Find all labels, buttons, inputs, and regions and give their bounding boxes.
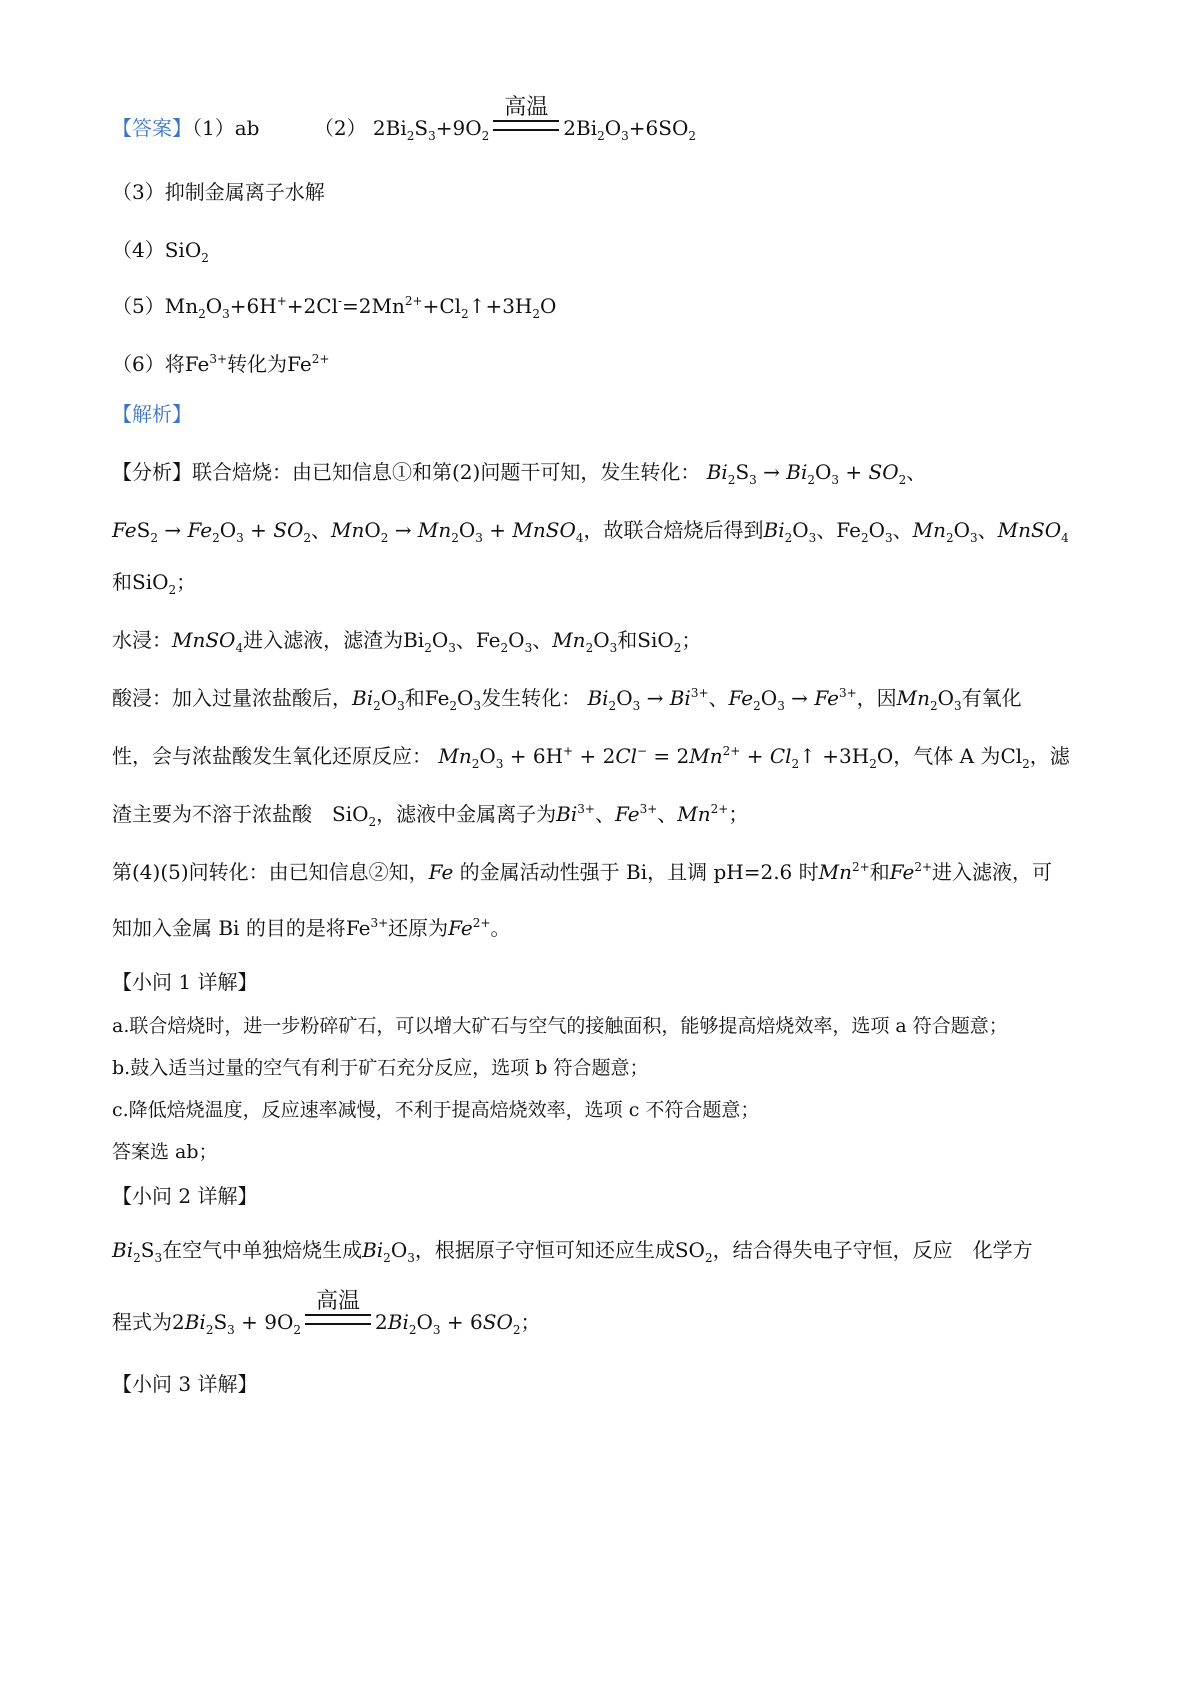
- analysis-line-9: 知加入金属 Bi 的目的是将$Fe^{3+}$还原为$Fe^{2+}$。: [112, 916, 511, 940]
- analysis-line-8-text-2: 的金属活动性强于: [459, 860, 620, 884]
- analysis-label: 【解析】: [112, 402, 192, 426]
- analysis-line-9-text-3: 还原为: [388, 916, 449, 940]
- sub2-line-2: 程式为$2Bi_2S_3 + 9O_2$ 高温 $2Bi_2O_3 + 6SO_2$；: [112, 1289, 541, 1337]
- q5-equation: $Mn_2O_3+6H^++2Cl^-=2Mn^{2+}+Cl_2↑+3H_2O$: [164, 294, 557, 321]
- answer-line-5: [112, 292, 1104, 320]
- sub1-option-a: a.联合焙烧时，进一步粉碎矿石，可以增大矿石与空气的接触面积，能够提高焙烧效率，选项 a 符合题意；: [112, 1015, 1008, 1037]
- q2-number: （2）: [313, 116, 367, 140]
- answer-line-4: [112, 236, 1104, 264]
- analysis-line-3: 和SiO$_2$；: [112, 570, 197, 597]
- suanjin-text-3: 发生转化：: [481, 686, 582, 710]
- analysis-line-6-text-1: 性，会与浓盐酸发生氧化还原反应：: [112, 744, 432, 768]
- condition-high-temp: 高温: [504, 95, 549, 120]
- shuijin-text-1: 进入滤液，滤渣为: [243, 628, 404, 652]
- analysis-line-3-text: 和: [112, 570, 132, 594]
- answer-label: 【答案】: [112, 116, 192, 140]
- analysis-line-1: 【分析】联合焙烧：由已知信息①和第(2)问题干可知，发生转化： $Bi_2S_3 \to Bi_2O_3 + SO_2$、: [112, 460, 927, 487]
- sub1-option-c: c.降低焙烧温度，反应速率减慢，不利于提高焙烧效率，选项 c 不符合题意；: [112, 1099, 760, 1121]
- sub2-text-2: ，根据原子守恒可知还应生成: [414, 1238, 675, 1262]
- sub1-option-b: b.鼓入适当过量的空气有利于矿石充分反应，选项 b 符合题意；: [112, 1057, 649, 1079]
- q3-number: （3）: [112, 180, 165, 204]
- analysis-line-2: $FeS_2 \to Fe_2O_3 + SO_2$、$MnO_2 \to Mn_2O_3$ + MnSO$_4$，故联合焙烧后得到$Bi_2O_3$、$Fe_2O_3$、$Mn_2O_3$、MnSO$_4$: [112, 518, 1069, 545]
- suanjin-text-2: 和: [404, 686, 425, 710]
- q4-answer: SiO$_2$: [164, 238, 209, 265]
- q6-text-mid: 转化为: [227, 352, 288, 376]
- analysis-line-7-text-2: ，滤液中金属离子为: [376, 802, 557, 826]
- q5-number: （5）: [112, 294, 165, 318]
- analysis-line-8-text-1: 第(4)(5)问转化：由已知信息②知，: [112, 860, 429, 884]
- sub3-label: 【小问 3 详解】: [112, 1372, 258, 1396]
- suanjin-text-4: ，因: [856, 686, 897, 710]
- suanjin-text-1: 加入过量浓盐酸后，: [172, 686, 352, 710]
- sub2-line-1: $Bi_2S_3$在空气中单独焙烧生成$Bi_2O_3$，根据原子守恒可知还应生成$SO_2$，结合得失电子守恒，反应 化学方: [112, 1238, 1033, 1265]
- analysis-line-8: 第(4)(5)问转化：由已知信息②知，Fe 的金属活动性强于 Bi，且调 pH=2.6 时$Mn^{2+}$和$Fe^{2+}$进入滤液，可: [112, 860, 1053, 884]
- sub1-label: 【小问 1 详解】: [112, 970, 258, 994]
- analysis-line-8-text-5: 进入滤液，可: [932, 860, 1053, 884]
- analysis-line-8-text-3: ，且调 pH=2.6 时: [647, 860, 819, 884]
- q3-answer: 抑制金属离子水解: [164, 180, 325, 204]
- analysis-line-7: 渣主要为不溶于浓盐酸 SiO$_2$，滤液中金属离子为$Bi^{3+}$、$Fe^{3+}$、$Mn^{2+}$；: [112, 802, 749, 829]
- sub2-condition-high-temp: 高温: [316, 1289, 361, 1314]
- analysis-line-9-text-2: 的目的是将: [245, 916, 346, 940]
- answer-line-1: [112, 95, 1104, 143]
- q6-text-pre: 将: [164, 352, 185, 376]
- sub2-text-4: 程式为: [112, 1310, 172, 1334]
- shuijin-text-2: 和: [617, 628, 638, 652]
- shuijin-label: 水浸：: [112, 628, 172, 652]
- sub2-text-1: 在空气中单独焙烧生成: [162, 1238, 363, 1262]
- analysis-line-6: 性，会与浓盐酸发生氧化还原反应： $Mn_2O_3 + 6H^+ + 2Cl^- = 2Mn^{2+}$ + $Cl_2↑ +3H_2O$，气体 A 为$Cl_2$，滤: [112, 744, 1070, 771]
- analysis-line-5: 酸浸：加入过量浓盐酸后，$Bi_2O_3$和$Fe_2O_3$发生转化： $Bi_2O_3 \to Bi^{3+}$、$Fe_2O_3 \to Fe^{3+}$，因$Mn_2O_3$有氧化: [112, 686, 1022, 713]
- suanjin-label: 酸浸：: [112, 686, 172, 710]
- analysis-line-9-text-1: 知加入金属: [112, 916, 212, 940]
- analysis-line-6-text-3: ，滤: [1029, 744, 1070, 768]
- q6-number: （6）: [112, 352, 165, 376]
- analysis-line-7-text-1: 渣主要为不溶于浓盐酸: [112, 802, 312, 826]
- fenxi-label: 【分析】: [112, 460, 192, 484]
- sub1-answer: 答案选 ab；: [112, 1141, 218, 1163]
- answer-line-3: [112, 178, 1104, 206]
- analysis-line-4: 水浸：MnSO$_4$进入滤液，滤渣为$Bi_2O_3$、$Fe_2O_3$、$Mn_2O_3$和SiO$_2$；: [112, 628, 702, 655]
- q1-answer: ab: [234, 116, 260, 140]
- q4-number: （4）: [112, 238, 165, 262]
- analysis-line-2-text: ，故联合焙烧后得到: [583, 518, 764, 542]
- analysis-line-6-text-2: ，气体 A 为: [893, 744, 1001, 768]
- sub2-label: 【小问 2 详解】: [112, 1184, 258, 1208]
- sub2-text-3: ，结合得失电子守恒，反应 化学方: [712, 1238, 1033, 1262]
- answer-line-6: （6）将$Fe^{3+}$转化为$Fe^{2+}$: [112, 352, 330, 376]
- analysis-line-8-text-4: 和: [869, 860, 890, 884]
- suanjin-text-5: 有氧化: [961, 686, 1022, 710]
- q1-number: （1）: [192, 116, 235, 140]
- q2-equation: $2Bi_2S_3+9O_2$ 高温 $2Bi_2O_3+6SO_2$: [372, 95, 697, 143]
- fenxi-text: 联合焙烧：由已知信息①和第(2)问题干可知，发生转化：: [192, 460, 701, 484]
